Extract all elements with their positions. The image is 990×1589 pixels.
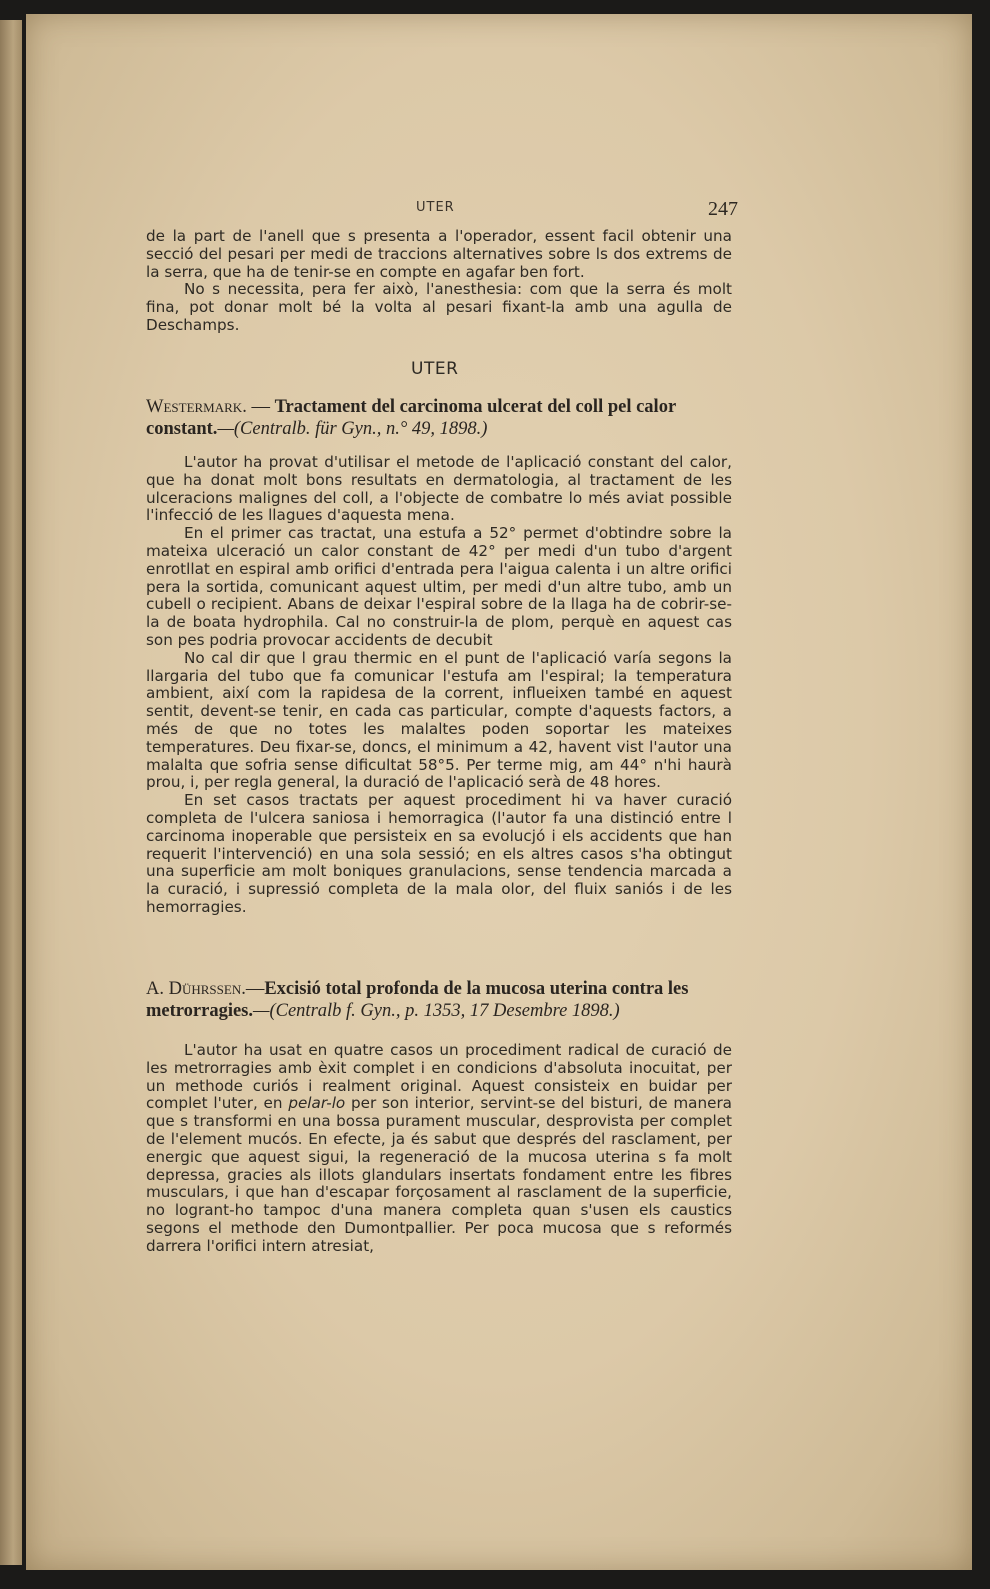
entry-citation: —(Centralb. für Gyn., n.° 49, 1898.) <box>217 419 488 439</box>
entry-dash: — <box>246 397 270 417</box>
intro-paragraph: No s necessita, pera fer això, l'anesthesia: com que la serra és molt fina, pot donar molt bé la volta al pesari fixant-la amb una agulla de Deschamps. <box>146 280 732 334</box>
page <box>26 14 972 1570</box>
body-paragraph: En set casos tractats per aquest procediment hi va haver curació completa de l'ulcera saniosa i hemorragica (l'autor fa una distinció entre l carcinoma inoperable que persisteix en sa evolucjó i els accidents que han requerit l'intervenció) en una sola sessió; en els altres casos s'ha obtingut una superficie am molt boniques granulacions, sense tendencia marcada a la curació, i supressió completa de la mala olor, del fluix saniós i de les hemorragies. <box>146 791 732 916</box>
italic-term: pelar-lo <box>288 1094 346 1113</box>
running-head: UTER <box>416 200 455 215</box>
entry-dash: — <box>245 979 265 999</box>
entry-title: Tractament del carcinoma ulcerat del coll pel calor constant. <box>146 397 676 439</box>
section-heading: UTER <box>411 359 459 379</box>
entry-author: A. Dührssen. <box>146 979 246 999</box>
intro-paragraph: de la part de l'anell que s presenta a l'operador, essent facil obtenir una secció del pesari per medi de traccions alternatives sobre ls dos extrems de la serra, que ha de tenir-se en compte en agafar ben fort. <box>146 227 732 281</box>
body-paragraph: L'autor ha usat en quatre casos un procediment radical de curació de les metrorragies amb èxit complet i en condicions d'absoluta inocuitat, per un methode curiós i realment original. Aquest consisteix en buidar per complet l'uter, en pelar-lo per son interior, servint-se del bisturi, de manera que s transformi en una bossa purament muscular, desprovista per complet de l'element mucós. En efecte, ja és sabut que després del rasclament, per energic que aquest sigui, la regeneració de la mucosa uterina s fa molt depressa, gracies als illots glandulars insertats fondament entre les fibres musculars, i que han d'escapar forçosament al rasclament de la superficie, no logrant-ho tampoc d'una manera completa quan s'usen els caustics segons el methode den Dumontpallier. Per poca mucosa que s reformés darrera l'orifici intern atresiat, <box>146 1041 732 1255</box>
entry-duhrssen-body <box>146 1042 732 1256</box>
entry-westermark-body <box>146 454 732 917</box>
body-paragraph: No cal dir que l grau thermic en el punt de l'aplicació varía segons la llargaria del tubo que fa comunicar l'estufa am l'espiral; la temperatura ambient, així com la rapidesa de la corrent, influeixen també en aquest sentit, devent-se tenir, en cada cas particular, compte d'aquests factors, a més de que no totes les malaltes poden soportar les mateixes temperatures. Deu fixar-se, doncs, el minimum a 42, havent vist l'autor una malalta que sofria sense dificultat 58°5. Per terme mig, am 44° n'hi haurà prou, i, per regla general, la duració de l'aplicació serà de 48 hores. <box>146 648 732 792</box>
book-edge <box>0 20 22 1565</box>
page-number: 247 <box>708 198 738 220</box>
body-paragraph: En el primer cas tractat, una estufa a 52° permet d'obtindre sobre la mateixa ulceració un calor constant de 42° per medi d'un tubo d'argent enrotllat en espiral amb orifici d'entrada pera l'aigua calenta i un altre orifici pera la sortida, comunicant aquest ultim, per medi d'un altre tubo, amb un cubell o recipient. Abans de deixar l'espiral sobre de la llaga ha de cobrir-se-la de boata hydrophila. Cal no construir-la de plom, perquè en aquest cas son pes podria provocar accidents de decubit <box>146 524 732 649</box>
intro-text <box>146 228 732 335</box>
entry-duhrssen-heading <box>146 978 736 1022</box>
entry-citation: —(Centralb f. Gyn., p. 1353, 17 Desembre 1898.) <box>253 1001 620 1021</box>
body-paragraph: L'autor ha provat d'utilisar el metode de l'aplicació constant del calor, que ha donat molt bons resultats en dermatologia, al tractament de les ulceracions malignes del coll, a l'objecte de combatre lo més aviat possible l'infecció de les llagues d'aquesta mena. <box>146 453 732 525</box>
entry-author: Westermark. <box>146 397 247 417</box>
entry-westermark-heading <box>146 396 736 440</box>
entry-title: Excisió total profonda de la mucosa uterina contra les metrorragies. <box>146 979 689 1021</box>
